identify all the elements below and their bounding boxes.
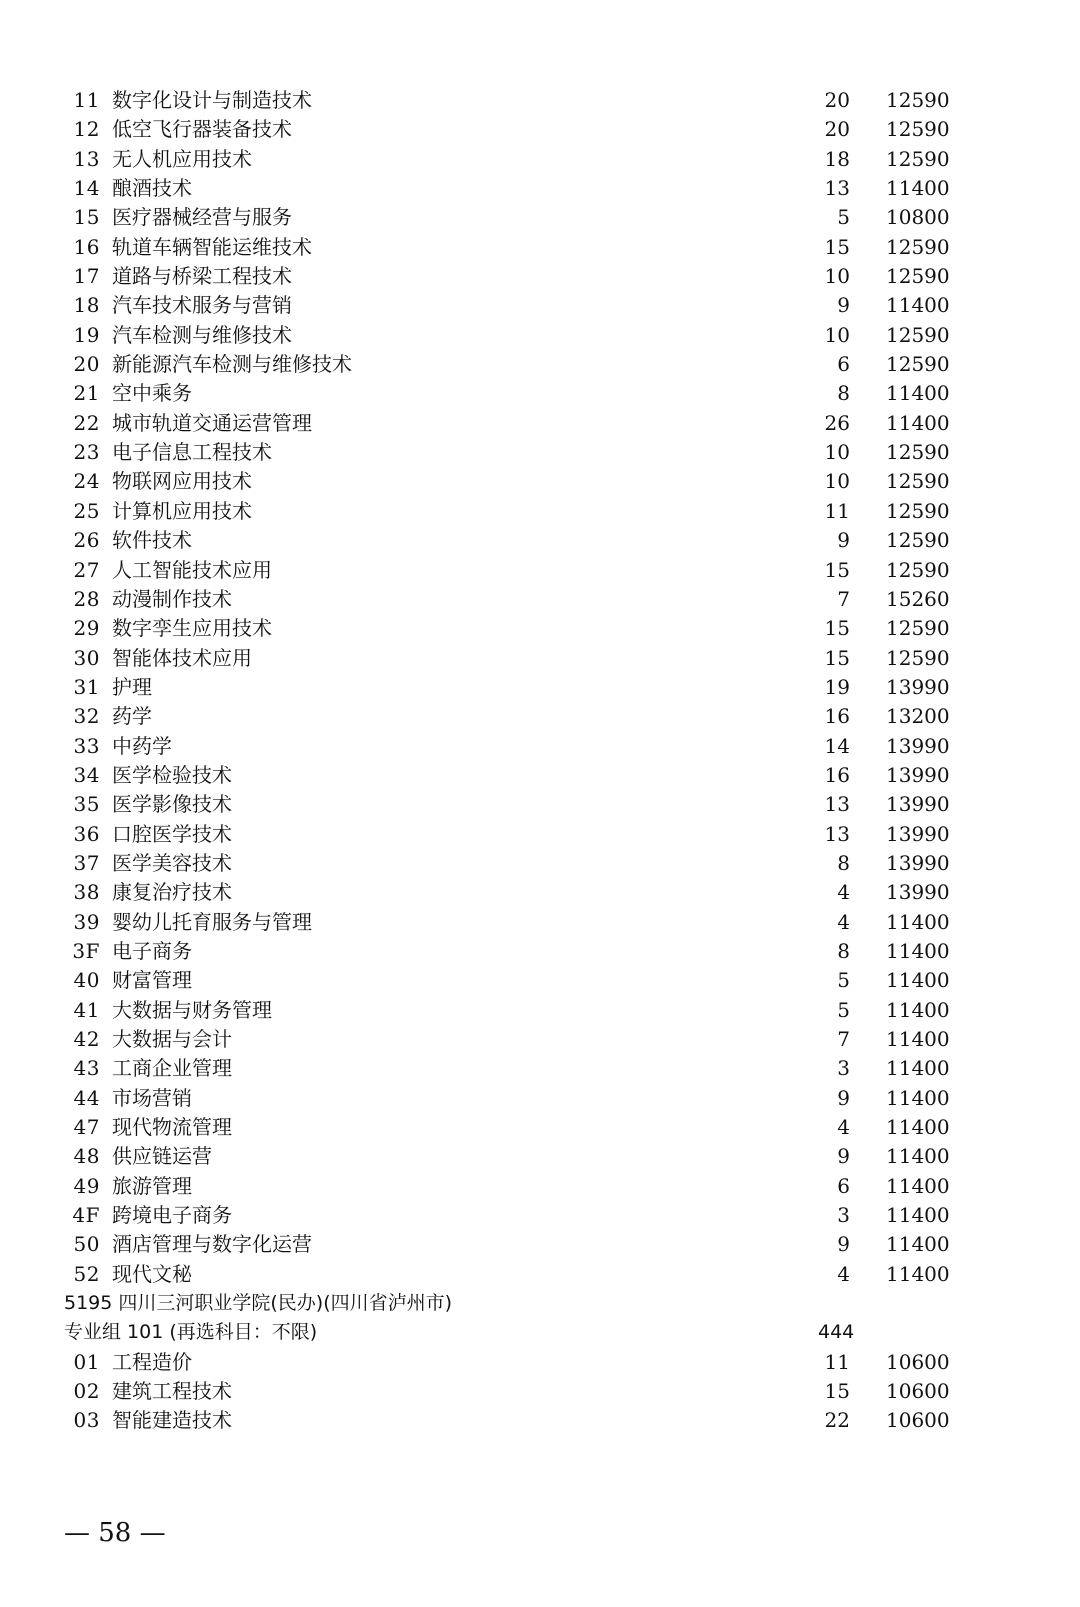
table-row [0, 1260, 1080, 1289]
major-name: 轨道车辆智能运维技术 [112, 234, 312, 259]
tuition-fee: 11400 [886, 1056, 950, 1081]
group-header [0, 1318, 1080, 1347]
tuition-fee: 11400 [886, 1232, 950, 1257]
major-name: 智能体技术应用 [112, 645, 252, 670]
major-name: 大数据与会计 [112, 1027, 232, 1051]
major-code: 35 [73, 792, 100, 817]
tuition-fee: 12590 [886, 88, 950, 112]
tuition-fee: 11400 [886, 381, 950, 406]
enrollment-count: 9 [837, 1144, 850, 1169]
major-name: 城市轨道交通运营管理 [112, 410, 312, 435]
enrollment-count: 20 [824, 117, 850, 142]
table-row [0, 1230, 1080, 1259]
enrollment-count: 15 [824, 557, 850, 582]
major-name: 酒店管理与数字化运营 [112, 1232, 312, 1257]
major-code: 23 [73, 440, 100, 465]
group-count: 444 [818, 1321, 855, 1344]
major-code: 01 [73, 1349, 100, 1374]
table-row [0, 614, 1080, 643]
major-list-group-101 [0, 1348, 1080, 1436]
enrollment-count: 4 [837, 880, 850, 905]
table-row [0, 820, 1080, 849]
enrollment-count: 8 [837, 381, 850, 406]
table-row [0, 1025, 1080, 1054]
major-code: 52 [73, 1261, 100, 1286]
tuition-fee: 12590 [886, 264, 950, 289]
group-label: 专业组 101 (再选科目：不限) [64, 1321, 318, 1344]
major-name: 汽车技术服务与营销 [112, 293, 292, 318]
enrollment-count: 15 [824, 616, 850, 641]
major-name: 电子信息工程技术 [112, 440, 272, 465]
major-code: 22 [73, 410, 100, 435]
enrollment-count: 15 [824, 234, 850, 259]
table-row [0, 438, 1080, 467]
enrollment-count: 10 [824, 264, 850, 289]
tuition-fee: 10600 [886, 1349, 950, 1374]
major-code: 4F [72, 1203, 100, 1228]
major-name: 酿酒技术 [112, 176, 192, 201]
enrollment-count: 6 [837, 352, 850, 377]
table-row [0, 1377, 1080, 1406]
major-name: 工程造价 [112, 1349, 192, 1374]
enrollment-count: 4 [837, 1115, 850, 1140]
tuition-fee: 12590 [886, 234, 950, 259]
enrollment-count: 3 [837, 1056, 850, 1081]
major-code: 24 [73, 469, 100, 494]
enrollment-count: 8 [837, 850, 850, 875]
major-list-continued [0, 86, 1080, 1289]
table-row [0, 115, 1080, 144]
major-code: 44 [73, 1085, 100, 1110]
enrollment-count: 26 [824, 410, 850, 435]
enrollment-count: 10 [824, 440, 850, 465]
enrollment-count: 13 [824, 176, 850, 201]
enrollment-count: 11 [824, 1349, 850, 1374]
tuition-fee: 12590 [886, 645, 950, 670]
table-row [0, 908, 1080, 937]
table-row [0, 966, 1080, 995]
major-code: 16 [73, 234, 100, 259]
table-row [0, 1201, 1080, 1230]
table-row [0, 937, 1080, 966]
enrollment-count: 19 [824, 674, 850, 699]
major-code: 19 [73, 322, 100, 347]
major-code: 36 [73, 821, 100, 846]
enrollment-count: 9 [837, 528, 850, 553]
major-code: 29 [73, 616, 100, 641]
major-code: 15 [73, 205, 100, 230]
table-row [0, 497, 1080, 526]
enrollment-count: 15 [824, 645, 850, 670]
enrollment-count: 9 [837, 1232, 850, 1257]
major-code: 31 [73, 674, 100, 699]
table-row [0, 350, 1080, 379]
enrollment-count: 16 [824, 762, 850, 787]
table-row [0, 878, 1080, 907]
major-code: 37 [73, 850, 100, 875]
table-row [0, 1113, 1080, 1142]
tuition-fee: 11400 [886, 1115, 950, 1140]
table-row [0, 761, 1080, 790]
enrollment-count: 5 [837, 997, 850, 1022]
tuition-fee: 13990 [886, 762, 950, 787]
tuition-fee: 13990 [886, 733, 950, 758]
table-row [0, 321, 1080, 350]
table-row [0, 409, 1080, 438]
major-code: 43 [73, 1056, 100, 1081]
major-code: 47 [73, 1115, 100, 1140]
tuition-fee: 13990 [886, 674, 950, 699]
enrollment-count: 3 [837, 1203, 850, 1228]
major-name: 口腔医学技术 [112, 821, 232, 846]
major-name: 药学 [112, 704, 152, 729]
major-name: 医学美容技术 [112, 850, 232, 875]
table-row [0, 1348, 1080, 1377]
major-code: 02 [73, 1379, 100, 1404]
major-code: 18 [73, 293, 100, 318]
major-code: 27 [73, 557, 100, 582]
tuition-fee: 11400 [886, 410, 950, 435]
major-name: 数字化设计与制造技术 [112, 88, 312, 112]
tuition-fee: 11400 [886, 997, 950, 1022]
major-code: 20 [73, 352, 100, 377]
major-name: 动漫制作技术 [112, 586, 232, 611]
enrollment-count: 13 [824, 821, 850, 846]
tuition-fee: 12590 [886, 498, 950, 523]
enrollment-count: 8 [837, 938, 850, 963]
enrollment-count: 9 [837, 1085, 850, 1110]
tuition-fee: 12590 [886, 322, 950, 347]
tuition-fee: 13990 [886, 850, 950, 875]
tuition-fee: 11400 [886, 1261, 950, 1286]
tuition-fee: 10600 [886, 1408, 950, 1433]
tuition-fee: 11400 [886, 968, 950, 993]
major-name: 供应链运营 [112, 1144, 212, 1169]
table-row [0, 174, 1080, 203]
major-name: 旅游管理 [112, 1173, 192, 1198]
major-code: 30 [73, 645, 100, 670]
major-code: 41 [73, 997, 100, 1022]
tuition-fee: 11400 [886, 1144, 950, 1169]
table-row [0, 526, 1080, 555]
major-name: 低空飞行器装备技术 [112, 117, 292, 142]
major-name: 电子商务 [112, 938, 192, 963]
enrollment-count: 5 [837, 205, 850, 230]
major-code: 11 [73, 88, 100, 112]
table-row [0, 790, 1080, 819]
table-row [0, 262, 1080, 291]
major-name: 医学影像技术 [112, 792, 232, 817]
tuition-fee: 11400 [886, 1173, 950, 1198]
major-code: 17 [73, 264, 100, 289]
table-row [0, 556, 1080, 585]
major-name: 道路与桥梁工程技术 [112, 264, 292, 289]
tuition-fee: 15260 [886, 586, 950, 611]
major-name: 软件技术 [112, 528, 192, 553]
tuition-fee: 12590 [886, 146, 950, 171]
table-row [0, 233, 1080, 262]
table-row [0, 86, 1080, 115]
enrollment-count: 20 [824, 88, 850, 112]
enrollment-count: 4 [837, 1261, 850, 1286]
table-row [0, 291, 1080, 320]
major-code: 32 [73, 704, 100, 729]
table-row [0, 673, 1080, 702]
major-name: 建筑工程技术 [112, 1379, 232, 1404]
table-row [0, 702, 1080, 731]
major-name: 护理 [112, 674, 152, 699]
table-row [0, 379, 1080, 408]
enrollment-count: 11 [824, 498, 850, 523]
enrollment-count: 9 [837, 293, 850, 318]
major-name: 现代文秘 [112, 1261, 192, 1286]
tuition-fee: 11400 [886, 938, 950, 963]
enrollment-count: 22 [824, 1408, 850, 1433]
major-code: 14 [73, 176, 100, 201]
tuition-fee: 11400 [886, 1203, 950, 1228]
major-name: 财富管理 [112, 968, 192, 993]
enrollment-count: 18 [824, 146, 850, 171]
table-row [0, 1172, 1080, 1201]
major-name: 数字孪生应用技术 [112, 616, 272, 641]
major-name: 新能源汽车检测与维修技术 [112, 352, 352, 377]
major-name: 医疗器械经营与服务 [112, 205, 292, 230]
major-code: 49 [73, 1173, 100, 1198]
tuition-fee: 11400 [886, 293, 950, 318]
enrollment-count: 7 [837, 586, 850, 611]
major-name: 婴幼儿托育服务与管理 [112, 909, 312, 934]
major-code: 12 [73, 117, 100, 142]
major-code: 21 [73, 381, 100, 406]
major-code: 40 [73, 968, 100, 993]
enrollment-table [0, 86, 1080, 1436]
enrollment-count: 4 [837, 909, 850, 934]
table-row [0, 1142, 1080, 1171]
major-code: 13 [73, 146, 100, 171]
enrollment-count: 7 [837, 1027, 850, 1051]
page-number: — 58 — [64, 1518, 166, 1548]
table-row [0, 585, 1080, 614]
tuition-fee: 12590 [886, 616, 950, 641]
school-header [0, 1289, 1080, 1318]
tuition-fee: 12590 [886, 557, 950, 582]
table-row [0, 1084, 1080, 1113]
tuition-fee: 11400 [886, 1085, 950, 1110]
enrollment-count: 15 [824, 1379, 850, 1404]
tuition-fee: 13990 [886, 880, 950, 905]
major-name: 康复治疗技术 [112, 880, 232, 905]
major-code: 03 [73, 1408, 100, 1433]
table-row [0, 203, 1080, 232]
major-code: 38 [73, 880, 100, 905]
tuition-fee: 11400 [886, 909, 950, 934]
table-row [0, 1406, 1080, 1435]
table-row [0, 145, 1080, 174]
tuition-fee: 11400 [886, 1027, 950, 1051]
major-name: 跨境电子商务 [112, 1203, 232, 1228]
major-name: 汽车检测与维修技术 [112, 322, 292, 347]
tuition-fee: 12590 [886, 528, 950, 553]
major-code: 48 [73, 1144, 100, 1169]
major-name: 中药学 [112, 733, 172, 758]
major-code: 25 [73, 498, 100, 523]
enrollment-count: 16 [824, 704, 850, 729]
major-name: 现代物流管理 [112, 1115, 232, 1140]
major-name: 医学检验技术 [112, 762, 232, 787]
major-name: 计算机应用技术 [112, 498, 252, 523]
tuition-fee: 12590 [886, 440, 950, 465]
table-row [0, 1054, 1080, 1083]
major-code: 34 [73, 762, 100, 787]
enrollment-count: 5 [837, 968, 850, 993]
major-code: 26 [73, 528, 100, 553]
major-code: 33 [73, 733, 100, 758]
major-code: 50 [73, 1232, 100, 1257]
tuition-fee: 10600 [886, 1379, 950, 1404]
major-code: 28 [73, 586, 100, 611]
major-name: 物联网应用技术 [112, 469, 252, 494]
tuition-fee: 13200 [886, 704, 950, 729]
enrollment-count: 13 [824, 792, 850, 817]
tuition-fee: 12590 [886, 117, 950, 142]
tuition-fee: 11400 [886, 176, 950, 201]
major-name: 人工智能技术应用 [112, 557, 272, 582]
major-code: 42 [73, 1027, 100, 1051]
table-row [0, 996, 1080, 1025]
school-title: 5195 四川三河职业学院(民办)(四川省泸州市) [64, 1292, 453, 1315]
table-row [0, 644, 1080, 673]
tuition-fee: 12590 [886, 352, 950, 377]
tuition-fee: 13990 [886, 821, 950, 846]
major-name: 无人机应用技术 [112, 146, 252, 171]
enrollment-count: 14 [824, 733, 850, 758]
enrollment-count: 10 [824, 322, 850, 347]
table-row [0, 467, 1080, 496]
tuition-fee: 10800 [886, 205, 950, 230]
major-name: 市场营销 [112, 1085, 192, 1110]
major-code: 39 [73, 909, 100, 934]
major-name: 工商企业管理 [112, 1056, 232, 1081]
enrollment-count: 10 [824, 469, 850, 494]
major-code: 3F [72, 938, 100, 963]
table-row [0, 732, 1080, 761]
tuition-fee: 13990 [886, 792, 950, 817]
table-row [0, 849, 1080, 878]
major-name: 空中乘务 [112, 381, 192, 406]
major-name: 大数据与财务管理 [112, 997, 272, 1022]
tuition-fee: 12590 [886, 469, 950, 494]
major-name: 智能建造技术 [112, 1408, 232, 1433]
enrollment-count: 6 [837, 1173, 850, 1198]
